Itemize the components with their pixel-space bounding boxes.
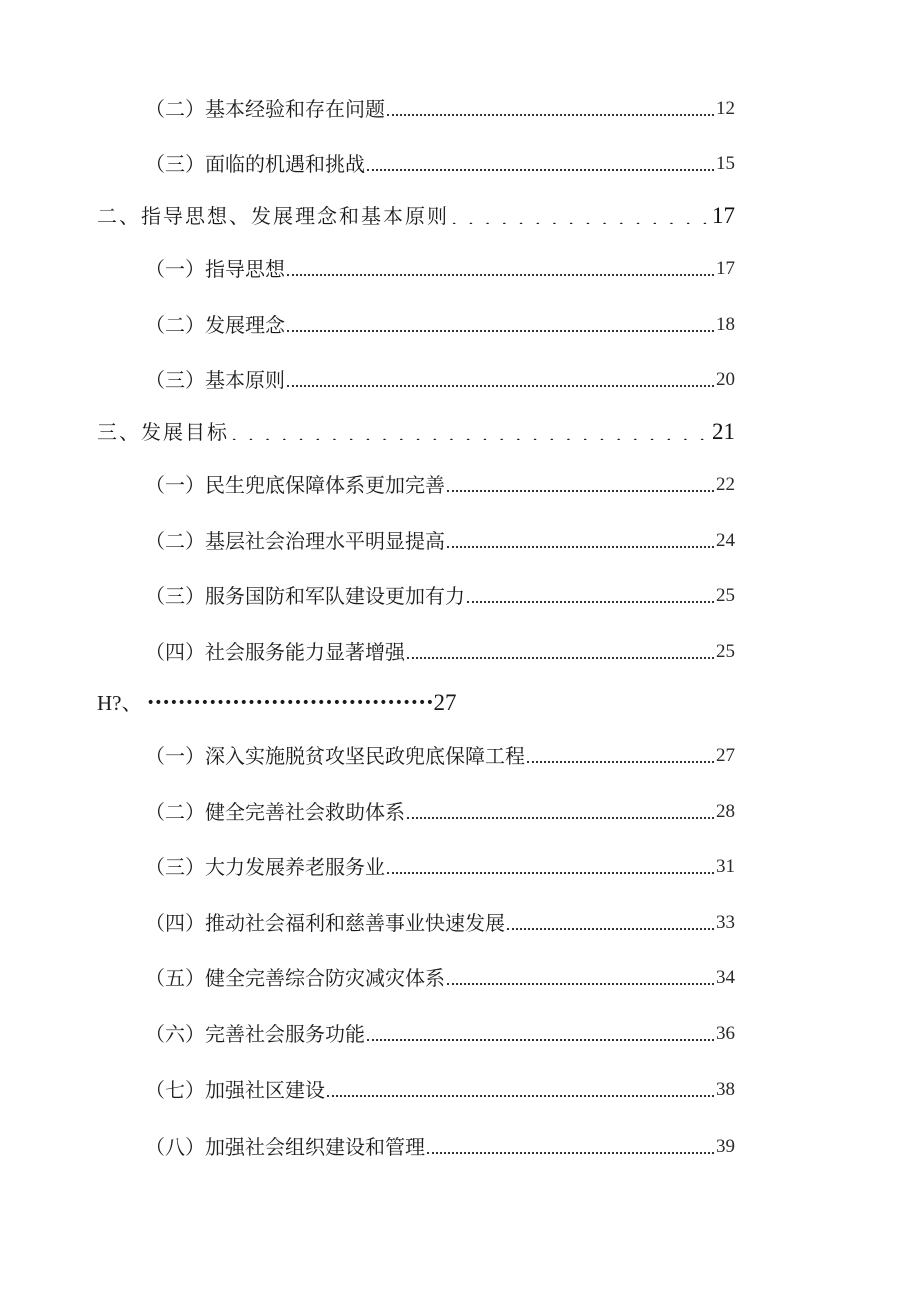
dot-leader	[367, 1039, 714, 1041]
toc-page-number: 27	[716, 745, 735, 766]
dot-leader	[427, 1152, 714, 1154]
toc-page-number: 20	[716, 369, 735, 390]
toc-page-number: 28	[716, 801, 735, 822]
toc-entry[interactable]	[145, 526, 735, 556]
toc-entry-title: （三）服务国防和军队建设更加有力	[145, 584, 465, 608]
bullet-leader: •••••••••••••••••••••••••••••••••••••	[146, 695, 434, 711]
dot-leader	[367, 169, 714, 171]
toc-section-title: 二、指导思想、发展理念和基本原则	[97, 204, 449, 228]
dot-leader	[447, 546, 714, 548]
toc-page-number: 33	[716, 912, 735, 933]
toc-page-number: 39	[716, 1136, 735, 1157]
toc-entry-title: （五）健全完善综合防灾减灾体系	[145, 966, 445, 990]
toc-page-number: 12	[716, 98, 735, 119]
toc-entry-title: （三）基本原则	[145, 368, 285, 392]
toc-entry[interactable]	[145, 149, 735, 179]
toc-entry[interactable]	[145, 1019, 735, 1049]
toc-page-number: 24	[716, 530, 735, 551]
toc-entry-title: （四）推动社会福利和慈善事业快速发展	[145, 911, 505, 935]
toc-page-number: 17	[712, 203, 735, 228]
dot-leader	[287, 330, 714, 332]
toc-page-number: 31	[716, 856, 735, 877]
toc-section[interactable]	[97, 201, 735, 231]
dot-leader	[231, 428, 710, 440]
dot-leader	[387, 114, 714, 116]
toc-entry[interactable]	[145, 963, 735, 993]
toc-entry[interactable]	[145, 254, 735, 284]
dot-leader	[287, 385, 714, 387]
dot-leader	[447, 983, 714, 985]
dot-leader	[387, 872, 714, 874]
toc-section-title: H?、	[97, 691, 143, 715]
toc-page-number: 17	[716, 258, 735, 279]
toc-entry[interactable]	[145, 852, 735, 882]
toc-entry-title: （三）大力发展养老服务业	[145, 855, 385, 879]
toc-entry-title: （一）民生兜底保障体系更加完善	[145, 473, 445, 497]
toc-entry[interactable]	[145, 365, 735, 395]
toc-section-garbled[interactable]	[97, 688, 497, 718]
toc-section[interactable]	[97, 417, 735, 447]
toc-entry-title: （六）完善社会服务功能	[145, 1022, 365, 1046]
dot-leader	[407, 657, 714, 659]
toc-page-number: 15	[716, 153, 735, 174]
toc-entry-title: （八）加强社会组织建设和管理	[145, 1135, 425, 1159]
toc-entry-title: （二）发展理念	[145, 313, 285, 337]
dot-leader	[507, 928, 714, 930]
toc-entry-title: （一）指导思想	[145, 257, 285, 281]
toc-entry[interactable]	[145, 470, 735, 500]
toc-page-number: 36	[716, 1023, 735, 1044]
toc-entry-title: （二）基层社会治理水平明显提高	[145, 529, 445, 553]
toc-page-number: 22	[716, 474, 735, 495]
toc-section-title: 三、发展目标	[97, 420, 229, 444]
dot-leader	[467, 601, 714, 603]
dot-leader	[287, 274, 714, 276]
toc-entry-title: （三）面临的机遇和挑战	[145, 152, 365, 176]
toc-entry[interactable]	[145, 797, 735, 827]
toc-entry-title: （二）基本经验和存在问题	[145, 97, 385, 121]
toc-entry-title: （七）加强社区建设	[145, 1078, 325, 1102]
toc-entry-title: （四）社会服务能力显著增强	[145, 640, 405, 664]
toc-page-number: 34	[716, 967, 735, 988]
toc-entry[interactable]	[145, 94, 735, 124]
toc-entry[interactable]	[145, 310, 735, 340]
toc-entry[interactable]	[145, 581, 735, 611]
toc-entry[interactable]	[145, 637, 735, 667]
toc-entry[interactable]	[145, 1075, 735, 1105]
toc-entry-title: （二）健全完善社会救助体系	[145, 800, 405, 824]
toc-page-number: 18	[716, 314, 735, 335]
dot-leader	[327, 1095, 714, 1097]
toc-entry[interactable]	[145, 741, 735, 771]
dot-leader	[527, 761, 714, 763]
toc-page-number: 27	[433, 690, 457, 715]
toc-page-number: 25	[716, 585, 735, 606]
toc-page-number: 21	[712, 419, 735, 444]
toc-page-number: 38	[716, 1079, 735, 1100]
toc-entry[interactable]	[145, 1132, 735, 1162]
toc-entry-title: （一）深入实施脱贫攻坚民政兜底保障工程	[145, 744, 525, 768]
dot-leader	[407, 817, 714, 819]
toc-entry[interactable]	[145, 908, 735, 938]
toc-page-number: 25	[716, 641, 735, 662]
dot-leader	[447, 490, 714, 492]
dot-leader	[451, 212, 710, 224]
